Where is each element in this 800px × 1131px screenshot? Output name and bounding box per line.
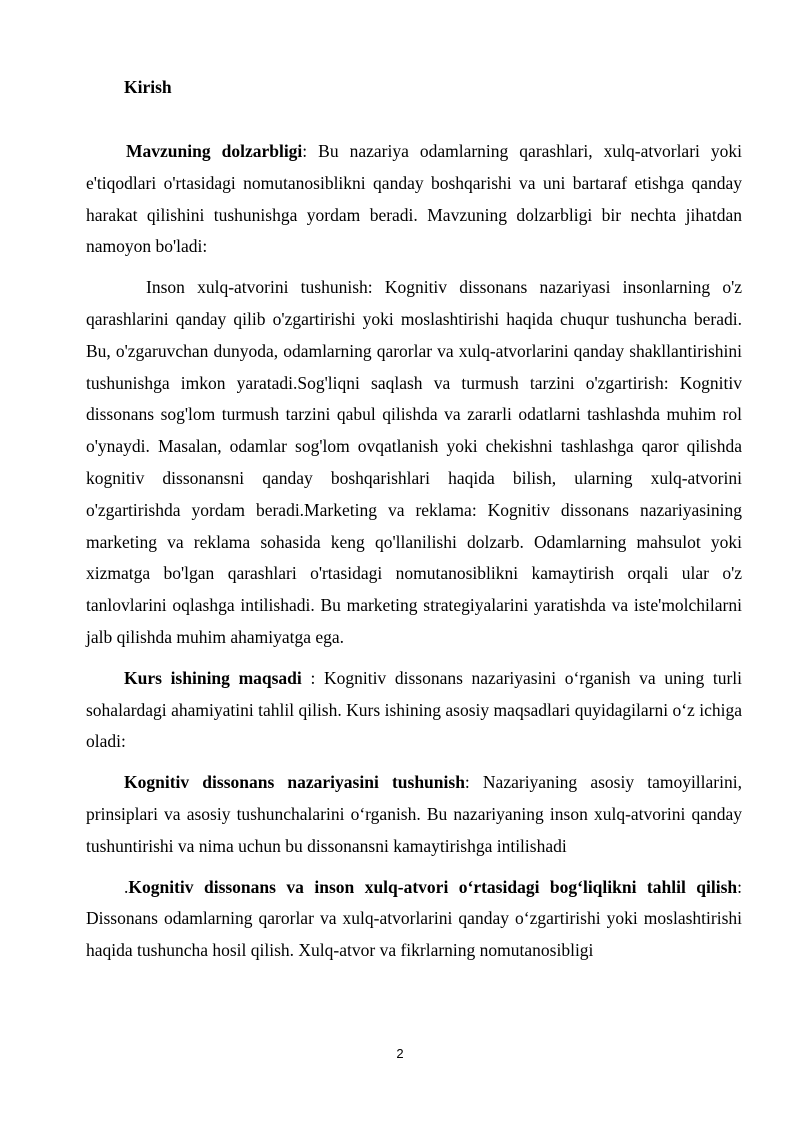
page-number: 2 — [396, 1046, 404, 1061]
section-heading: Kirish — [124, 77, 172, 97]
goal-paragraph — [86, 663, 742, 758]
understanding-paragraph — [86, 767, 742, 862]
goal-text: : Kognitiv dissonans nazariyasini o‘rganish va uning turli sohalardagi ahamiyatini tahlil qilish. Kurs ishining asosiy maqsadlari quyidagilarni o‘z ichiga oladi: — [86, 667, 743, 752]
relationship-prefix: . — [124, 876, 129, 897]
document-page — [86, 70, 742, 967]
relationship-paragraph — [86, 872, 742, 967]
relationship-text: : Dissonans odamlarning qarorlar va xulq-atvorlarini qanday o‘zgartirishi yoki moslashtirishi haqida tushuncha hosil qilish. Xulq-atvor va fikrlarning nomutanosibligi — [86, 876, 742, 961]
understanding-text: : Nazariyaning asosiy tamoyillarini, prinsiplari va asosiy tushunchalarini o‘rganish. Bu nazariyaning inson xulq-atvorini qanday tushuntirishi va nima uchun bu dissonansni kamaytirishga intilishadi — [86, 772, 742, 856]
body-paragraph: Inson xulq-atvorini tushunish: Kognitiv dissonans nazariyasi insonlarning o'z qarashlarini qanday qilib o'zgartirishi yoki moslashtirishi haqida chuqur tushuncha beradi. Bu, o'zgaruvchan dunyoda, odamlarning qarorlar va xulq-atvorlarini qanday shakllantirishini tushunishga imkon yaratadi.Sog'liqni saqlash va turmush tarzini o'zgartirish: Kognitiv dissonans sog'lom turmush tarzini qabul qilishda va zararli odatlarni tashlashda muhim rol o'ynaydi. Masalan, odamlar sog'lom ovqatlanish yoki chekishni tashlashga qaror qilishda kognitiv dissonansni qanday boshqarishlari haqida bilish, ularning xulq-atvorini o'zgartirishda yordam beradi.Marketing va reklama: Kognitiv dissonans nazariyasining marketing va reklama sohasida keng qo'llanilishi dolzarb. Odamlarning mahsulot yoki xizmatga bo'lgan qarashlari o'rtasidagi nomutanosiblikni kamaytirish orqali ular o'z tanlovlarini oqlashga intilishadi. Bu marketing strategiyalarini yaratishda va iste'molchilarni jalb qilishda muhim ahamiyatga ega. — [86, 277, 742, 647]
understanding-label: Kognitiv dissonans nazariyasini tushunish — [124, 772, 465, 793]
relevance-paragraph — [86, 136, 742, 263]
relevance-text: : Bu nazariya odamlarning qarashlari, xulq-atvorlari yoki e'tiqodlari o'rtasidagi nomutanosiblikni qanday boshqarishi va uni bartaraf etishga qanday harakat qilishini tushunishga yordam beradi. Mavzuning dolzarbligi bir nechta jihatdan namoyon bo'ladi: — [86, 141, 742, 257]
goal-label: Kurs ishining maqsadi — [124, 667, 302, 688]
relevance-label: Mavzuning dolzarbligi — [126, 141, 303, 161]
relationship-label: Kognitiv dissonans va inson xulq-atvori o‘rtasidagi bog‘liqlikni tahlil qilish — [128, 876, 738, 897]
